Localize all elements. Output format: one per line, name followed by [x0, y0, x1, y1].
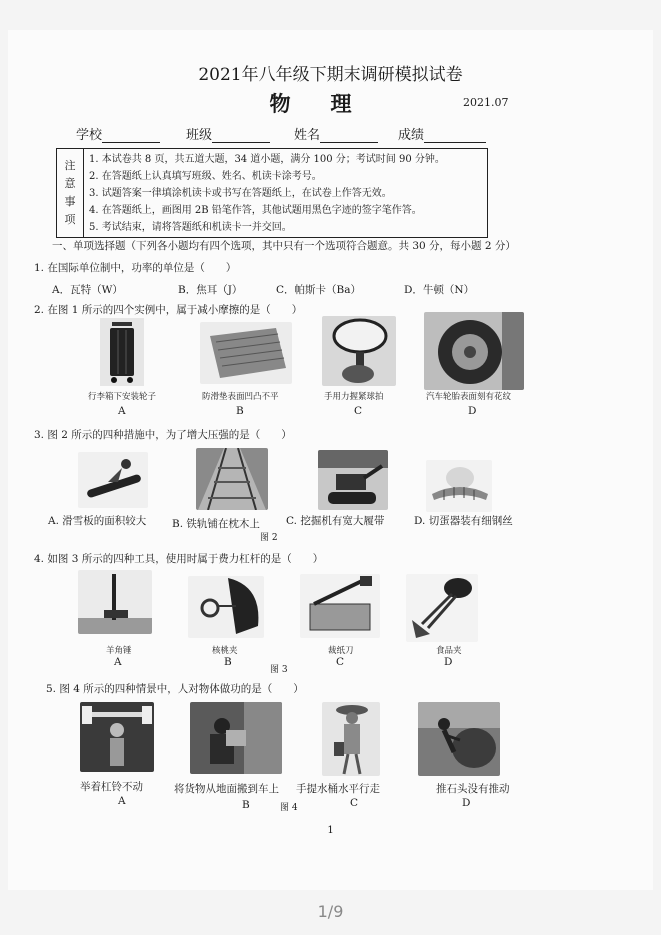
- q1-option-b: B．焦耳（J）: [178, 284, 243, 296]
- notice-item: 3. 试题答案一律填涂机读卡或书写在答题纸上，在试卷上作答无效。: [89, 188, 392, 199]
- q2-caption-a: 行李箱下安装轮子: [88, 392, 157, 402]
- q4-label-d: D: [444, 656, 453, 668]
- excavator-image: [318, 450, 388, 510]
- page-indicator: 1/9: [317, 902, 344, 921]
- exam-title: 2021年八年级下期末调研模拟试卷: [198, 65, 463, 85]
- q4-label-a: A: [114, 656, 122, 668]
- paper-cutter-image: [300, 574, 380, 638]
- food-tongs-image: [406, 574, 478, 642]
- q3-caption-c: C. 挖掘机有宽大履带: [286, 515, 385, 527]
- racket-grip-image: [322, 316, 396, 386]
- weightlifter-image: [80, 702, 154, 772]
- score-field: 成绩: [398, 124, 486, 143]
- q5-label-b: B: [242, 799, 250, 811]
- q5-caption-d: 推石头没有推动: [436, 783, 510, 795]
- exam-page: [8, 30, 653, 890]
- q4-caption-d: 食品夹: [436, 646, 462, 656]
- q2-caption-c: 手用力握紧球拍: [324, 392, 384, 402]
- tire-image: [424, 312, 524, 390]
- q1-option-d: D．牛顿（N）: [404, 284, 475, 296]
- claw-hammer-image: [78, 570, 152, 634]
- exam-date: 2021.07: [463, 96, 509, 109]
- notice-item: 5. 考试结束，请将答题纸和机读卡一并交回。: [89, 222, 292, 233]
- figure-4-caption: 图 4: [280, 803, 298, 813]
- notice-item: 1. 本试卷共 8 页，共五道大题，34 道小题，满分 100 分；考试时间 90 分钟。: [89, 154, 445, 165]
- walnut-cracker-image: [188, 576, 264, 638]
- question-4: 4. 如图 3 所示的四种工具，使用时属于费力杠杆的是（ ）: [34, 553, 324, 565]
- q4-caption-b: 核桃夹: [212, 646, 238, 656]
- q4-caption-a: 羊角锤: [106, 646, 132, 656]
- q5-caption-a: 举着杠铃不动: [80, 781, 143, 793]
- carrying-bucket-image: [322, 702, 380, 776]
- notice-box: [56, 148, 488, 238]
- pushing-rock-image: [418, 702, 500, 776]
- q2-caption-d: 汽车轮胎表面刻有花纹: [426, 392, 512, 402]
- q5-label-a: A: [118, 795, 126, 807]
- q5-caption-b: 将货物从地面搬到车上: [174, 783, 279, 795]
- school-field: 学校: [76, 124, 160, 143]
- class-field: 班级: [186, 124, 270, 143]
- railway-track-image: [196, 448, 268, 510]
- notice-item: 2. 在答题纸上认真填写班级、姓名、机读卡涂考号。: [89, 171, 322, 182]
- question-5: 5. 图 4 所示的四种情景中，人对物体做功的是（ ）: [46, 683, 304, 695]
- q2-label-d: D: [468, 405, 477, 417]
- snowboard-image: [78, 452, 148, 508]
- figure-3-caption: 图 3: [270, 665, 288, 675]
- section-1-heading: 一、单项选择题（下列各小题均有四个选项，其中只有一个选项符合题意。共 30 分，每小题 2 分）: [52, 240, 516, 252]
- question-1: 1. 在国际单位制中，功率的单位是（ ）: [34, 262, 237, 274]
- name-field: 姓名: [294, 124, 378, 143]
- question-3: 3. 图 2 所示的四种措施中，为了增大压强的是（ ）: [34, 429, 292, 441]
- q4-label-c: C: [336, 656, 345, 668]
- q1-option-c: C．帕斯卡（Ba）: [276, 284, 362, 296]
- q4-label-b: B: [224, 656, 232, 668]
- q3-caption-d: D. 切蛋器装有细钢丝: [414, 515, 513, 527]
- q3-caption-b: B. 铁轨铺在枕木上: [172, 518, 260, 530]
- q2-label-c: C: [354, 405, 363, 417]
- notice-side-label: 注 意 事 项: [57, 149, 84, 237]
- figure-2-caption: 图 2: [260, 533, 278, 543]
- notice-item: 4. 在答题纸上，画图用 2B 铅笔作答，其他试题用黑色字迹的签字笔作答。: [89, 205, 422, 216]
- page-number: 1: [327, 825, 334, 836]
- suitcase-image: [98, 318, 146, 386]
- q3-caption-a: A. 滑雪板的面积较大: [48, 515, 147, 527]
- q2-label-a: A: [118, 405, 126, 417]
- q5-label-d: D: [462, 797, 471, 809]
- subject-title: 物理: [269, 91, 392, 116]
- notice-list: [89, 151, 445, 236]
- question-2: 2. 在图 1 所示的四个实例中，属于减小摩擦的是（ ）: [34, 304, 303, 316]
- q2-caption-b: 防滑垫表面凹凸不平: [202, 392, 279, 402]
- egg-slicer-image: [426, 460, 492, 512]
- q5-label-c: C: [350, 797, 359, 809]
- q4-caption-c: 裁纸刀: [328, 646, 354, 656]
- anti-slip-mat-image: [200, 322, 292, 384]
- q2-label-b: B: [236, 405, 244, 417]
- q1-option-a: A．瓦特（W）: [52, 284, 123, 296]
- loading-cargo-image: [190, 702, 282, 774]
- q5-caption-c: 手提水桶水平行走: [296, 783, 380, 795]
